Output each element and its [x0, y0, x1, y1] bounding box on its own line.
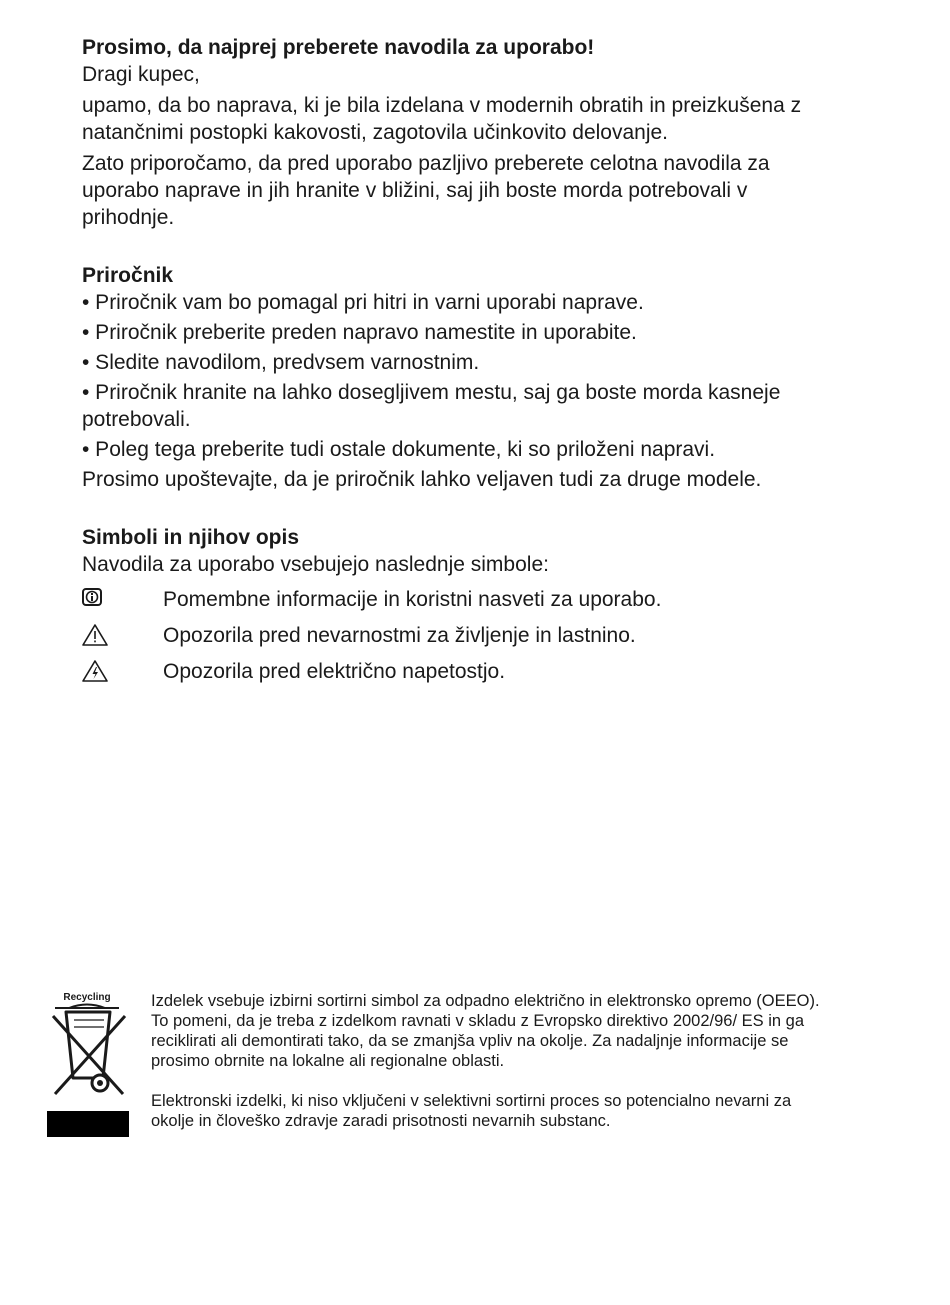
- manual-note: Prosimo upoštevajte, da je priročnik lahko veljaven tudi za druge modele.: [82, 468, 762, 491]
- intro-paragraph-1: upamo, da bo naprava, ki je bila izdelana v modernih obratih in preizkušena z natančnimi postopki kakovosti, zagotovila učinkovito delovanje.: [82, 94, 802, 144]
- intro-paragraph-2: Zato priporočamo, da pred uporabo pazljivo preberete celotna navodila za uporabo naprave in jih hranite v bližini, saj jih boste morda potrebovali v prihodnje.: [82, 152, 770, 229]
- symbol-row-info: [82, 584, 882, 620]
- document-page: [82, 34, 882, 692]
- symbols-intro: Navodila za uporabo vsebujejo naslednje simbole:: [82, 553, 549, 576]
- manual-heading: Priročnik: [82, 264, 174, 287]
- recycling-paragraph-1: Izdelek vsebuje izbirni sortirni simbol za odpadno električno in elektronsko opremo (OEEO).: [151, 992, 820, 1010]
- symbol-row-warning: [82, 620, 882, 656]
- symbol-text: Opozorila pred nevarnostmi za življenje in lastnino.: [163, 624, 636, 647]
- recycling-paragraph-3: Elektronski izdelki, ki niso vključeni v selektivni sortirni proces so potencialno nevarni za okolje in človeško zdravje zaradi prisotnosti nevarnih substanc.: [151, 1092, 792, 1130]
- symbols-section: [82, 524, 882, 692]
- intro-heading: Prosimo, da najprej preberete navodila za uporabo!: [82, 36, 595, 59]
- manual-bullet: • Priročnik hranite na lahko dosegljivem mestu, saj ga boste morda kasneje potrebovali.: [82, 381, 781, 431]
- greeting: Dragi kupec,: [82, 63, 200, 86]
- symbol-text: Opozorila pred električno napetostjo.: [163, 660, 506, 683]
- weee-black-bar: [47, 1111, 129, 1137]
- recycling-text-block: [151, 991, 851, 1131]
- symbol-text: Pomembne informacije in koristni nasveti za uporabo.: [163, 588, 662, 611]
- recycling-logo-label: Recycling: [63, 992, 111, 1003]
- manual-section: [82, 262, 882, 493]
- weee-recycling-logo: [47, 990, 131, 1140]
- warning-triangle-icon: [82, 624, 106, 646]
- electric-warning-icon: [82, 660, 106, 682]
- manual-bullet: • Priročnik vam bo pomagal pri hitri in varni uporabi naprave.: [82, 291, 644, 314]
- symbol-row-electric: [82, 656, 882, 692]
- manual-bullet: • Sledite navodilom, predvsem varnostnim.: [82, 351, 480, 374]
- recycling-paragraph-2: To pomeni, da je treba z izdelkom ravnati v skladu z Evropsko direktivo 2002/96/ ES in ga reciklirati ali demontirati tako, da se zmanjša vpliv na okolje. Za nadaljnje informacije se prosimo obrnite na lokalne ali regionalne oblasti.: [151, 1012, 805, 1070]
- info-icon: [82, 588, 106, 610]
- manual-bullet: • Poleg tega preberite tudi ostale dokumente, ki so priloženi napravi.: [82, 438, 716, 461]
- symbols-heading: Simboli in njihov opis: [82, 526, 300, 549]
- manual-bullet: • Priročnik preberite preden napravo namestite in uporabite.: [82, 321, 637, 344]
